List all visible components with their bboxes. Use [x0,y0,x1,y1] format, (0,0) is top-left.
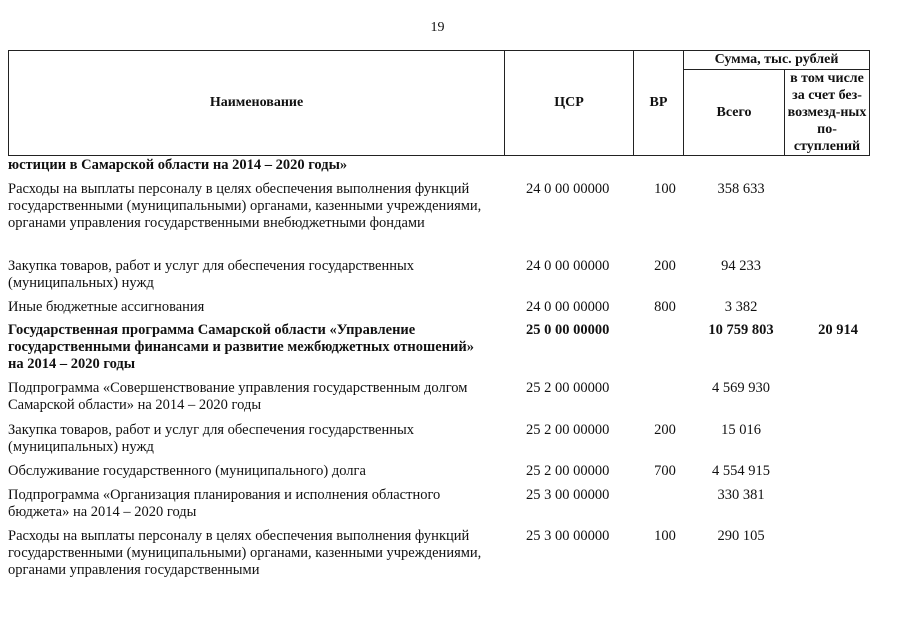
header-total: Всего [684,70,785,156]
row-name: Подпрограмма «Организация планирования и исполнения областного бюджета» на 2014 – 2020 годы [8,487,441,520]
row-csr: 25 3 00 00000 [526,528,610,544]
row-csr: 25 2 00 00000 [526,380,610,396]
row-name: Закупка товаров, работ и услуг для обеспечения государственных (муниципальных) нужд [8,258,415,291]
row-total: 15 016 [721,422,761,438]
header-including: в том числе за счет без-возмезд-ных по-ступлений [785,70,870,156]
row-name: Обслуживание государственного (муниципального) долга [8,463,366,479]
row-total: 4 569 930 [712,380,770,396]
row-name: Расходы на выплаты персоналу в целях обеспечения выполнения функций государственными (муниципальными) органами, казенными учреждениями, органами управления государственными внебюджетными фондами [8,181,482,231]
row-vr: 700 [654,463,676,479]
header-name: Наименование [9,51,505,156]
row-csr: 24 0 00 00000 [526,181,610,197]
row-name: Расходы на выплаты персоналу в целях обеспечения выполнения функций государственными (муниципальными) органами, казенными учреждениями, органами управления государственными [8,528,482,578]
row-name: Иные бюджетные ассигнования [8,299,205,315]
row-total: 3 382 [724,299,758,315]
header-vr: ВР [634,51,684,156]
row-name: юстиции в Самарской области на 2014 – 2020 годы» [8,157,348,173]
row-vr: 200 [654,258,676,274]
row-total: 330 381 [717,487,765,503]
row-name: Закупка товаров, работ и услуг для обеспечения государственных (муниципальных) нужд [8,422,415,455]
row-vr: 200 [654,422,676,438]
header-sum: Сумма, тыс. рублей [684,51,870,70]
table-header [8,50,870,156]
row-name: Государственная программа Самарской области «Управление государственными финансами и развитие межбюджетных отношений» на 2014 – 2020 годы [8,322,475,372]
row-total: 358 633 [717,181,765,197]
row-vr: 800 [654,299,676,315]
page-number: 19 [430,20,445,35]
header-csr: ЦСР [505,51,634,156]
row-csr: 25 2 00 00000 [526,463,610,479]
row-csr: 24 0 00 00000 [526,299,610,315]
row-total: 10 759 803 [708,322,774,338]
row-total: 94 233 [721,258,761,274]
row-vr: 100 [654,528,676,544]
row-csr: 25 0 00 00000 [526,322,610,338]
row-csr: 25 3 00 00000 [526,487,610,503]
row-name: Подпрограмма «Совершенствование управления государственным долгом Самарской области» на 2014 – 2020 годы [8,380,468,413]
row-total: 4 554 915 [712,463,770,479]
row-vr: 100 [654,181,676,197]
row-csr: 24 0 00 00000 [526,258,610,274]
row-including: 20 914 [818,322,858,338]
row-total: 290 105 [717,528,765,544]
row-csr: 25 2 00 00000 [526,422,610,438]
